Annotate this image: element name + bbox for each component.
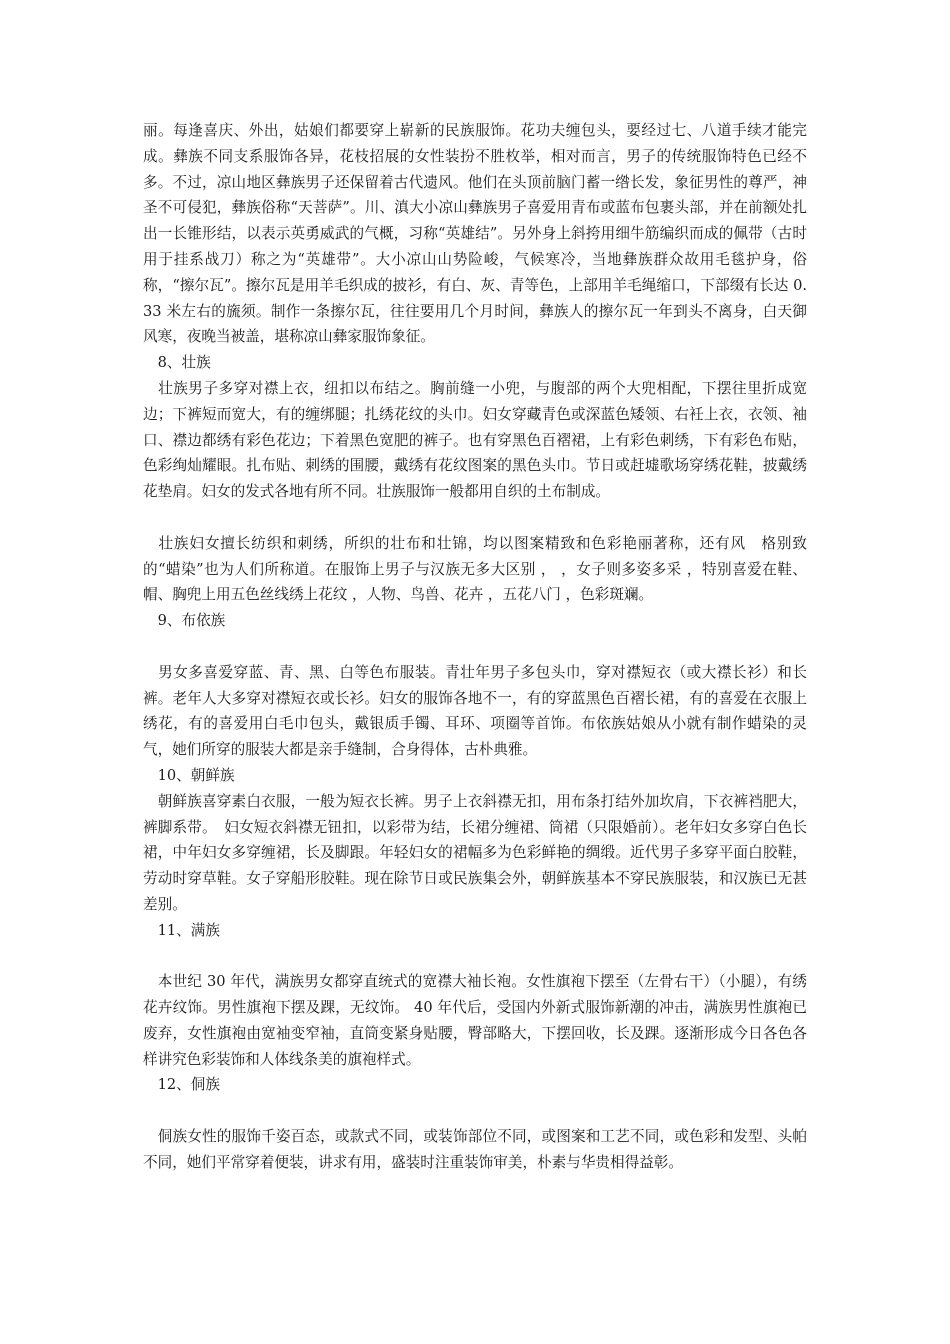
blank-line [143, 1098, 807, 1124]
blank-line [143, 505, 807, 531]
blank-line [143, 944, 807, 970]
document-page [143, 118, 807, 1176]
paragraph-manchu-costume: 本世纪 30 年代，满族男女都穿直统式的宽襟大袖长袍。女性旗袍下摆至（左骨右干）（小腿），有绣花卉纹饰。男性旗袍下摆及踝，无纹饰。 40 年代后，受国内外新式服饰新潮的冲击，满族男性旗袍已废弃，女性旗袍由宽袖变窄袖，直筒变紧身贴腰，臀部略大，下摆回收，长及踝。逐渐形成今日各色各样讲究色彩装饰和人体线条美的旗袍样式。 [143, 973, 807, 1068]
section-heading-manchu: 11、满族 [143, 921, 220, 939]
section-heading-zhuang: 8、壮族 [143, 354, 211, 372]
section-heading-korean: 10、朝鲜族 [143, 766, 235, 784]
section-heading-buyi: 9、布依族 [143, 612, 226, 630]
paragraph-zhuang-costume: 壮族男子多穿对襟上衣，纽扣以布结之。胸前缝一小兜，与腹部的两个大兜相配，下摆往里折成宽边；下裤短而宽大，有的缠绑腿；扎绣花纹的头巾。妇女穿藏青色或深蓝色矮领、右衽上衣，衣领、袖口、襟边都绣有彩色花边；下着黑色宽肥的裤子。也有穿黑色百褶裙，上有彩色刺绣，下有彩色布贴，色彩绚灿耀眼。扎布贴、刺绣的围腰，戴绣有花纹图案的黑色头巾。节日或赶墟歌场穿绣花鞋，披戴绣花垫肩。妇女的发式各地有所不同。壮族服饰一般都用自织的土布制成。 [143, 379, 807, 501]
paragraph-yi-costume: 丽。每逢喜庆、外出，姑娘们都要穿上崭新的民族服饰。花功夫缠包头，要经过七、八道手续才能完成。彝族不同支系服饰各异，花枝招展的女性装扮不胜枚举，相对而言，男子的传统服饰特色已经不多。不过，凉山地区彝族男子还保留着古代遗风。他们在头顶前脑门蓄一绺长发，象征男性的尊严，神圣不可侵犯，彝族俗称“天菩萨”。川、滇大小凉山彝族男子喜爱用青布或蓝布包裹头部，并在前额处扎出一长锥形结，以表示英勇威武的气概，习称“英雄结”。另外身上斜挎用细牛筋编织而成的佩带（古时用于挂系战刀）称之为“英雄带”。大小凉山山势险峻，气候寒冷，当地彝族群众故用毛毯护身，俗称，“擦尔瓦”。擦尔瓦是用羊毛织成的披衫，有白、灰、青等色，上部用羊毛绳缩口，下部缀有长达 0.33 米左右的旒须。制作一条擦尔瓦，往往要用几个月时间，彝族人的擦尔瓦一年到头不离身，白天御风寒，夜晚当被盖，堪称凉山彝家服饰象征。 [143, 122, 807, 346]
paragraph-zhuang-embroidery: 壮族妇女擅长纺织和刺绣，所织的壮布和壮锦，均以图案精致和色彩艳丽著称，还有风 格别致的“蜡染”也为人们所称道。在服饰上男子与汉族无多大区别 ， ，女子则多姿多采 ，特别喜爱在鞋、帽、胸兜上用五色丝线绣上花纹 ，人物、鸟兽、花卉 ，五花八门 ，色彩斑斓。 [143, 534, 807, 604]
section-heading-dong: 12、侗族 [143, 1076, 220, 1094]
blank-line [143, 634, 807, 660]
paragraph-korean-costume: 朝鲜族喜穿素白衣服，一般为短衣长裤。男子上衣斜襟无扣，用布条打结外加坎肩，下衣裤裆肥大，裤脚系带。 妇女短衣斜襟无钮扣，以彩带为结，长裙分缠裙、筒裙（只限婚前）。老年妇女多穿白色长裙，中年妇女多穿缠裙，长及脚跟。年轻妇女的裙幅多为色彩鲜艳的绸缎。近代男子多穿平面白胶鞋，劳动时穿草鞋。女子穿船形胶鞋。现在除节日或民族集会外，朝鲜族基本不穿民族服装，和汉族已无甚差别。 [143, 792, 807, 913]
paragraph-buyi-costume: 男女多喜爱穿蓝、青、黑、白等色布服装。青壮年男子多包头巾，穿对襟短衣（或大襟长衫）和长裤。老年人大多穿对襟短衣或长衫。妇女的服饰各地不一，有的穿蓝黑色百褶长裙，有的喜爱在衣服上绣花，有的喜爱用白毛巾包头，戴银质手镯、耳环、项圈等首饰。布依族姑娘从小就有制作蜡染的灵气，她们所穿的服装大都是亲手缝制，合身得体，古朴典雅。 [143, 663, 807, 759]
paragraph-dong-costume: 侗族女性的服饰千姿百态，或款式不同，或装饰部位不同，或图案和工艺不同，或色彩和发型、头帕不同，她们平常穿着便装，讲求有用，盛装时注重装饰审美，朴素与华贵相得益彰。 [143, 1128, 807, 1171]
